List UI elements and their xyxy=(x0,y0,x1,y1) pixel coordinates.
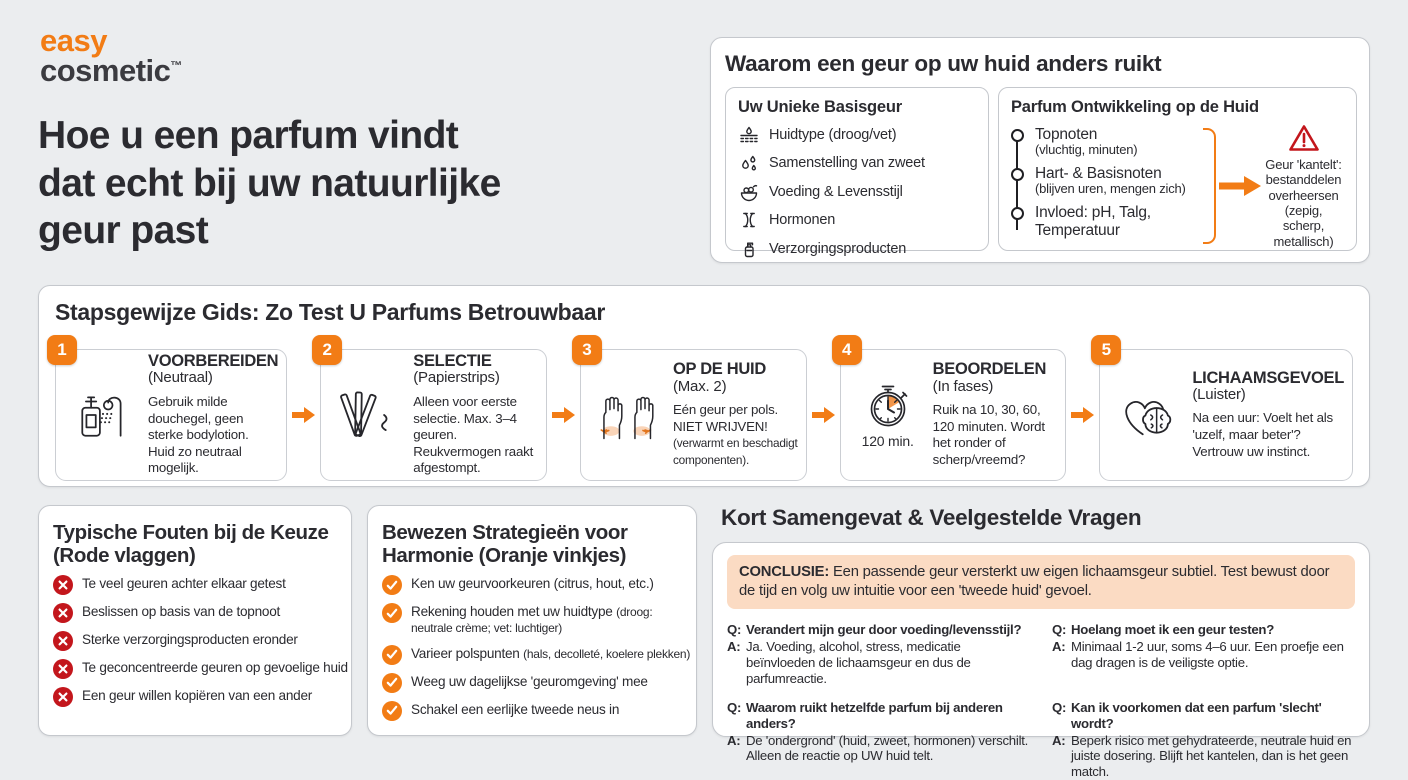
red-x-icon xyxy=(53,575,73,595)
why-panel-columns xyxy=(725,87,1357,257)
development-body xyxy=(1011,123,1346,249)
strategy-item-text xyxy=(411,576,654,592)
faq-section-title: Kort Samengevat & Veelgestelde Vragen xyxy=(721,505,1142,530)
timeline-item xyxy=(1035,126,1203,158)
step-number-badge: 3 xyxy=(572,335,602,365)
faq-item xyxy=(1052,622,1355,686)
red-x-icon xyxy=(53,659,73,679)
step-text xyxy=(148,353,278,477)
strategy-item xyxy=(382,674,688,693)
brand-logo-easy: easy xyxy=(40,23,107,58)
trademark-symbol: ™ xyxy=(170,59,182,74)
mistake-item xyxy=(53,660,348,679)
step-body xyxy=(933,402,1058,468)
list-item xyxy=(738,124,978,146)
step-text xyxy=(413,353,538,477)
step-title: SELECTIE xyxy=(413,352,492,371)
list-item xyxy=(738,181,978,203)
stopwatch-icon xyxy=(862,381,914,431)
step-number-badge: 4 xyxy=(832,335,862,365)
timeline-item-sub: (blijven uren, mengen zich) xyxy=(1035,181,1186,197)
step-body xyxy=(413,394,538,477)
timeline-item xyxy=(1035,204,1203,239)
wrists-icon xyxy=(597,386,659,444)
step-body-text: Na een uur: Voelt het als 'uzelf, maar beter'? Vertrouw uw instinct. xyxy=(1192,410,1333,459)
step-card-2 xyxy=(320,340,547,481)
red-x-icon xyxy=(53,631,73,651)
mistakes-title-line2: (Rode vlaggen) xyxy=(53,543,196,567)
step-icon-column xyxy=(327,386,409,444)
strategy-item xyxy=(382,576,688,595)
stopwatch-caption: 120 min. xyxy=(861,433,914,449)
strategy-item xyxy=(382,604,688,637)
mistake-item-text: Sterke verzorgingsproducten eronder xyxy=(82,632,298,648)
shower-gel-icon xyxy=(74,386,132,444)
step-icon-column xyxy=(587,386,669,444)
warning-triangle-icon xyxy=(1287,123,1321,153)
strategy-small: (hals, decolleté, koelere plekken) xyxy=(523,646,691,661)
development-title: Parfum Ontwikkeling op de Huid xyxy=(1011,98,1259,116)
strategy-small: (droog: neutrale crème; vet: luchtiger) xyxy=(411,605,653,636)
steps-panel xyxy=(38,285,1370,487)
step-text xyxy=(673,361,798,468)
strategy-main: Ken uw geurvoorkeuren (citrus, hout, etc.) xyxy=(411,576,654,592)
why-panel xyxy=(710,37,1370,263)
q-prefix: Q: xyxy=(1052,622,1067,638)
strategy-item xyxy=(382,645,691,665)
step-number-badge: 5 xyxy=(1091,335,1121,365)
step-title: VOORBEREIDEN xyxy=(148,352,279,371)
heart-brain-icon xyxy=(1117,389,1177,441)
mistakes-title-line1: Typische Fouten bij de Keuze xyxy=(53,521,329,544)
faq-answer: Minimaal 1-2 uur, soms 4–6 uur. Een proefje een dag dragen is de veiligste optie. xyxy=(1071,639,1344,671)
step-body xyxy=(148,394,278,477)
list-item xyxy=(738,209,978,231)
page-title-line1: Hoe u een parfum vindt xyxy=(38,114,459,157)
mistakes-panel xyxy=(38,505,352,736)
step-icon-column xyxy=(1106,389,1188,441)
step-title: LICHAAMSGEVOEL xyxy=(1192,368,1345,387)
paper-strips-icon xyxy=(340,386,396,444)
strategy-main: Rekening houden met uw huidtype xyxy=(411,604,613,620)
base-scent-item-label: Voeding & Levensstijl xyxy=(769,183,903,200)
mistake-item-text: Te veel geuren achter elkaar getest xyxy=(82,576,286,592)
a-prefix: A: xyxy=(727,732,741,748)
step-title: BEOORDELEN xyxy=(932,360,1047,379)
brand-logo-cosmetic-text: cosmetic xyxy=(40,53,171,89)
mistake-item xyxy=(53,632,343,651)
mistake-item-text: Te geconcentreerde geuren op gevoelige huid xyxy=(82,660,348,676)
strategies-title-line2: Harmonie (Oranje vinkjes) xyxy=(382,543,627,567)
strategy-item-text xyxy=(411,604,688,637)
mistake-item xyxy=(53,688,343,707)
a-prefix: A: xyxy=(1052,732,1066,748)
development-subpanel xyxy=(998,87,1357,251)
right-arrow-icon xyxy=(552,405,575,425)
conclusion-box xyxy=(727,555,1355,609)
mistake-item-text: Een geur willen kopiëren van een ander xyxy=(82,688,313,704)
development-timeline xyxy=(1011,126,1203,246)
orange-check-icon xyxy=(382,603,402,623)
strategies-title xyxy=(382,522,688,567)
steps-row xyxy=(55,340,1353,481)
step-card-1 xyxy=(55,340,287,481)
step-body-text: Ruik na 10, 30, 60, 120 minuten. Wordt het ronder of scherp/vreemd? xyxy=(932,402,1045,468)
page-title-line3: geur past xyxy=(38,209,209,253)
step-text xyxy=(1192,370,1344,461)
food-bowl-icon xyxy=(738,181,760,203)
step-subtitle: (Papierstrips) xyxy=(413,369,500,387)
step-body-text: Eén geur per pols. xyxy=(672,402,779,418)
strategy-item-text xyxy=(411,702,619,718)
mistake-item xyxy=(53,604,343,623)
step-number-badge: 2 xyxy=(312,335,342,365)
right-arrow-icon xyxy=(292,405,315,425)
brand-logo-cosmetic xyxy=(40,53,182,88)
step-text xyxy=(933,361,1058,468)
hormones-icon xyxy=(738,209,760,231)
strategy-main: Schakel een eerlijke tweede neus in xyxy=(411,701,620,717)
timeline-item-title: Invloed: pH, Talg, xyxy=(1035,204,1151,222)
a-prefix: A: xyxy=(1052,639,1066,655)
faq-question: Verandert mijn geur door voeding/levensstijl? xyxy=(746,622,1022,638)
bracket-shape xyxy=(1203,128,1216,244)
step-body-text: Alleen voor eerste selectie. Max. 3–4 geuren. Reukvermogen raakt afgestompt. xyxy=(413,393,534,476)
step-number-badge: 1 xyxy=(47,335,77,365)
step-body xyxy=(1192,410,1344,460)
strategy-main: Varieer polspunten xyxy=(411,645,520,661)
brand-logo xyxy=(40,23,182,89)
step-subtitle: (Neutraal) xyxy=(148,369,213,387)
right-arrow-icon xyxy=(812,405,835,425)
faq-grid xyxy=(727,622,1355,780)
timeline-item-sub: (vluchtig, minuten) xyxy=(1035,142,1138,158)
step-subtitle: (In fases) xyxy=(932,377,994,395)
step-subtitle: (Max. 2) xyxy=(672,377,727,395)
faq-question: Hoelang moet ik een geur testen? xyxy=(1071,622,1275,638)
tilt-warning xyxy=(1261,123,1346,249)
a-prefix: A: xyxy=(727,639,741,655)
list-item xyxy=(738,152,978,174)
step-body-emphasis: NIET WRIJVEN! xyxy=(672,418,768,434)
base-scent-item-label: Huidtype (droog/vet) xyxy=(769,126,897,143)
q-prefix: Q: xyxy=(727,622,742,638)
timeline-item-title: Hart- & Basisnoten xyxy=(1035,165,1162,183)
tilt-warning-text: Geur 'kantelt': bestanddelen overheersen (zepig, scherp, metallisch) xyxy=(1265,157,1342,249)
step-body-text: Gebruik milde douchegel, geen sterke bodylotion. Huid zo neutraal mogelijk. xyxy=(148,393,249,476)
mistakes-title xyxy=(53,522,343,567)
step-card-4 xyxy=(840,340,1067,481)
timeline-item xyxy=(1035,165,1203,197)
step-body xyxy=(673,402,798,468)
step-card-5 xyxy=(1099,340,1353,481)
step-icon-column xyxy=(847,381,929,449)
base-scent-subpanel xyxy=(725,87,989,257)
conclusion-label: CONCLUSIE: xyxy=(739,564,830,580)
faq-answer: Ja. Voeding, alcohol, stress, medicatie beïnvloeden de lichaamsgeur en dus de parfumreactie. xyxy=(746,639,971,686)
list-item xyxy=(738,238,978,260)
conclusion-text: Een passende geur versterkt uw eigen lichaamsgeur subtiel. Test bewust door de tijd en volg uw intuitie voor een 'tweede huid' gevoel. xyxy=(739,564,1330,600)
why-panel-title: Waarom een geur op uw huid anders ruikt xyxy=(725,51,1162,76)
red-x-icon xyxy=(53,687,73,707)
right-arrow-icon xyxy=(1219,173,1261,199)
strategy-main: Weeg uw dagelijkse 'geuromgeving' mee xyxy=(411,673,648,689)
right-arrow-icon xyxy=(1071,405,1094,425)
timeline-item-sub: Temperatuur xyxy=(1035,221,1120,239)
care-bottle-icon xyxy=(738,238,760,260)
strategy-item-text xyxy=(411,646,690,662)
step-subtitle: (Luister) xyxy=(1192,385,1246,403)
strategy-item-text xyxy=(411,674,648,690)
strategies-panel xyxy=(367,505,697,736)
orange-check-icon xyxy=(382,701,402,721)
orange-check-icon xyxy=(382,645,402,665)
strategies-title-line1: Bewezen Strategieën voor xyxy=(382,521,628,544)
faq-question: Kan ik voorkomen dat een parfum 'slecht' wordt? xyxy=(1071,699,1322,731)
base-scent-item-label: Samenstelling van zweet xyxy=(769,155,925,171)
faq-answer: De 'ondergrond' (huid, zweet, hormonen) verschilt. Alleen de reactie op UW huid telt. xyxy=(746,732,1029,764)
orange-check-icon xyxy=(382,673,402,693)
step-body-small: (verwarmt en beschadigt componenten). xyxy=(672,436,798,468)
q-prefix: Q: xyxy=(727,699,742,715)
step-icon-column xyxy=(62,386,144,444)
base-scent-item-label: Hormonen xyxy=(769,212,836,228)
steps-panel-title: Stapsgewijze Gids: Zo Test U Parfums Betrouwbaar xyxy=(55,299,606,325)
step-title: OP DE HUID xyxy=(672,360,766,379)
step-card-3 xyxy=(580,340,807,481)
page-title-line2: dat echt bij uw natuurlijke xyxy=(38,161,501,205)
mistake-item-text: Beslissen op basis van de topnoot xyxy=(82,604,281,620)
mistake-item xyxy=(53,576,343,595)
strategy-item xyxy=(382,702,688,721)
base-scent-item-label: Verzorgingsproducten xyxy=(769,240,907,257)
sweat-drops-icon xyxy=(738,152,760,174)
faq-panel xyxy=(712,542,1370,780)
base-scent-title: Uw Unieke Basisgeur xyxy=(738,98,903,116)
orange-check-icon xyxy=(382,575,402,595)
skin-layers-icon xyxy=(738,124,760,146)
q-prefix: Q: xyxy=(1052,699,1067,715)
faq-item xyxy=(727,622,1030,686)
page-title xyxy=(38,112,501,255)
faq-question: Waarom ruikt hetzelfde parfum bij anderen anders? xyxy=(746,699,1003,731)
faq-answer: Beperk risico met gehydrateerde, neutrale huid en juiste dosering. Blijft het kantelen, dan is het geen match. xyxy=(1071,732,1352,780)
red-x-icon xyxy=(53,603,73,623)
timeline-item-title: Topnoten xyxy=(1035,125,1098,143)
